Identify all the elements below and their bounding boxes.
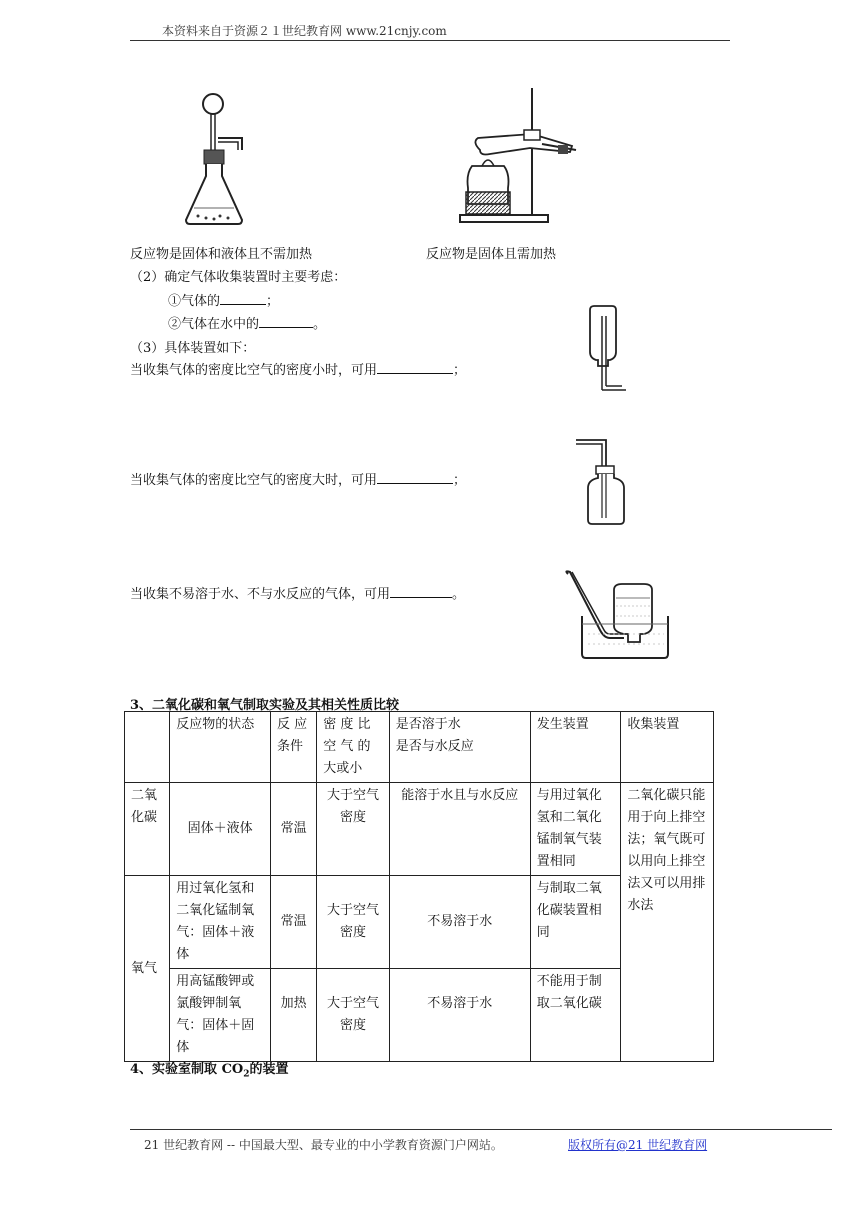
header-cell-apparatus: 发生装置 — [530, 712, 621, 783]
line-density-larger — [130, 469, 466, 488]
line-text: 当收集不易溶于水、不与水反应的气体，可用 — [130, 587, 391, 602]
item2-suffix: 。 — [313, 317, 327, 332]
cell-condition: 常温 — [270, 783, 316, 876]
table-title: 3、二氧化碳和氧气制取实验及其相关性质比较 — [130, 698, 400, 713]
cell-solubility: 能溶于水且与水反应 — [389, 783, 530, 876]
line-end: 。 — [452, 587, 466, 602]
cell-condition: 常温 — [270, 876, 316, 969]
heading-suffix: 的装置 — [249, 1062, 289, 1077]
cell-density: 大于空气密度 — [317, 876, 389, 969]
fill-blank[interactable] — [377, 360, 453, 374]
section3-heading: （3）具体装置如下： — [130, 341, 256, 356]
caption-solid-heat: 反应物是固体且需加热 — [426, 247, 557, 262]
cell-gas-o2: 氧气 — [125, 876, 170, 1062]
line-end: ； — [453, 473, 467, 488]
line-text: 当收集气体的密度比空气的密度小时，可用 — [130, 363, 378, 378]
header-cell-solubility: 是否溶于水 是否与水反应 — [389, 712, 530, 783]
table-header-row — [125, 712, 714, 783]
water-displacement-figure — [560, 568, 672, 660]
item1-suffix: ； — [266, 294, 280, 309]
solid-liquid-apparatus-figure — [180, 92, 250, 228]
section2-item1 — [168, 290, 279, 309]
caption-solid-liquid: 反应物是固体和液体且不需加热 — [130, 247, 313, 262]
fill-blank[interactable] — [377, 470, 453, 484]
line-water-collection — [130, 583, 465, 602]
section4-heading — [130, 1058, 289, 1080]
fill-blank[interactable] — [390, 584, 452, 598]
cell-state: 固体＋液体 — [170, 783, 271, 876]
line-end: ； — [453, 363, 467, 378]
header-divider — [130, 40, 730, 41]
header-cell-state: 反应物的状态 — [170, 712, 271, 783]
cell-condition: 加热 — [270, 969, 316, 1062]
item1-prefix: ①气体的 — [168, 294, 221, 309]
heading-subscript: 2 — [243, 1069, 250, 1080]
table-row-co2 — [125, 783, 714, 876]
section2-heading: （2）确定气体收集装置时主要考虑： — [130, 270, 347, 285]
cell-density: 大于空气密度 — [317, 969, 389, 1062]
header-cell-density: 密 度 比 空 气 的 大或小 — [317, 712, 389, 783]
header-cell-condition: 反 应 条件 — [270, 712, 316, 783]
cell-state: 用过氧化氢和二氧化锰制氧气：固体＋液体 — [170, 876, 271, 969]
header-cell-collection: 收集装置 — [621, 712, 714, 783]
cell-apparatus: 不能用于制取二氧化碳 — [530, 969, 621, 1062]
cell-apparatus: 与制取二氧化碳装置相同 — [530, 876, 621, 969]
copyright-link[interactable]: 版权所有@21 世纪教育网 — [568, 1138, 708, 1152]
cell-collection: 二氧化碳只能用于向上排空法；氧气既可以用向上排空法又可以用排水法 — [621, 783, 714, 1062]
cell-density: 大于空气密度 — [317, 783, 389, 876]
line-density-smaller — [130, 359, 466, 378]
fill-blank[interactable] — [220, 291, 266, 305]
footer-text: 21 世纪教育网 -- 中国最大型、最专业的中小学教育资源门户网站。 — [144, 1138, 503, 1152]
cell-apparatus: 与用过氧化氢和二氧化锰制氧气装置相同 — [530, 783, 621, 876]
item2-prefix: ②气体在水中的 — [168, 317, 260, 332]
cell-solubility: 不易溶于水 — [389, 969, 530, 1062]
solid-heating-apparatus-figure — [458, 88, 590, 226]
cell-solubility: 不易溶于水 — [389, 876, 530, 969]
heading-prefix: 4、实验室制取 CO — [130, 1062, 244, 1077]
upward-air-displacement-figure — [572, 436, 642, 528]
cell-state: 用高锰酸钾或氯酸钾制氧气：固体＋固体 — [170, 969, 271, 1062]
page-header-text: 本资料来自于资源２１世纪教育网 www.21cnjy.com — [162, 24, 447, 38]
line-text: 当收集气体的密度比空气的密度大时，可用 — [130, 473, 378, 488]
footer-divider — [130, 1129, 832, 1130]
header-cell-empty — [125, 712, 170, 783]
downward-air-displacement-figure — [570, 304, 632, 396]
fill-blank[interactable] — [259, 314, 313, 328]
cell-gas-co2: 二氧化碳 — [125, 783, 170, 876]
section2-item2 — [168, 313, 326, 332]
co2-o2-comparison-table — [124, 711, 714, 1062]
